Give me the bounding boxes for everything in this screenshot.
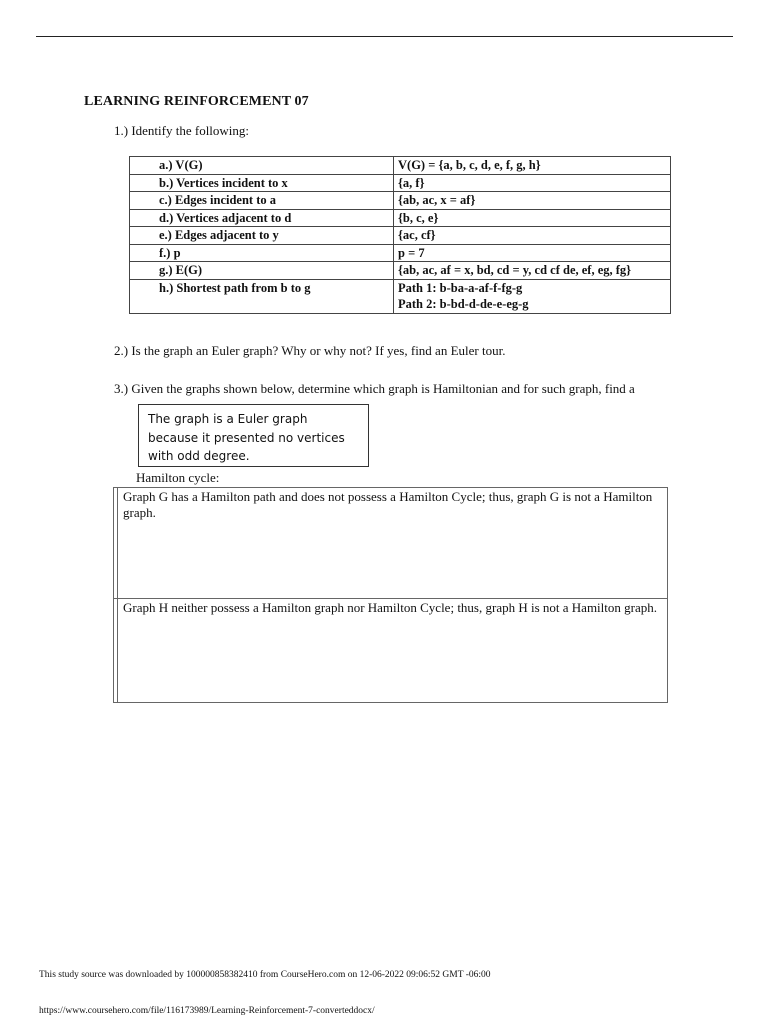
- footer-url[interactable]: https://www.coursehero.com/file/116173989/Learning-Reinforcement-7-converteddocx/: [39, 1006, 375, 1016]
- row-label: h.) Shortest path from b to g: [130, 279, 394, 313]
- row-value: {b, c, e}: [394, 209, 671, 227]
- euler-answer-textbox: The graph is a Euler graph because it presented no vertices with odd degree.: [138, 404, 369, 467]
- row-label: c.) Edges incident to a: [130, 192, 394, 210]
- table-row: [130, 209, 671, 227]
- table-row: [130, 174, 671, 192]
- table-row: [130, 227, 671, 245]
- row-label: g.) E(G): [130, 262, 394, 280]
- hamilton-answers-table: [113, 487, 668, 703]
- table-row: [130, 157, 671, 175]
- row-label: f.) p: [130, 244, 394, 262]
- page-title: LEARNING REINFORCEMENT 07: [84, 94, 309, 109]
- header-rule: [36, 36, 733, 37]
- row-label: d.) Vertices adjacent to d: [130, 209, 394, 227]
- row-label: e.) Edges adjacent to y: [130, 227, 394, 245]
- table-row: [114, 488, 668, 599]
- path-2: Path 2: b-bd-d-de-e-eg-g: [398, 297, 529, 311]
- table-row: [130, 262, 671, 280]
- table-row: [130, 192, 671, 210]
- row-label: a.) V(G): [130, 157, 394, 175]
- question-2: 2.) Is the graph an Euler graph? Why or why not? If yes, find an Euler tour.: [114, 343, 506, 358]
- table-row: [130, 279, 671, 313]
- hamilton-cycle-label: Hamilton cycle:: [136, 470, 220, 485]
- row-value: p = 7: [394, 244, 671, 262]
- question-1: 1.) Identify the following:: [114, 123, 250, 138]
- table-row: [130, 244, 671, 262]
- path-1: Path 1: b-ba-a-af-f-fg-g: [398, 280, 523, 295]
- table-row: [114, 599, 668, 703]
- row-value: {a, f}: [394, 174, 671, 192]
- graph-g-answer: Graph G has a Hamilton path and does not possess a Hamilton Cycle; thus, graph G is not a Hamilton graph.: [118, 488, 668, 599]
- footer-source-note: This study source was downloaded by 100000858382410 from CourseHero.com on 12-06-2022 09:06:52 GMT -06:00: [39, 970, 491, 980]
- row-value: {ab, ac, af = x, bd, cd = y, cd cf de, ef, eg, fg}: [394, 262, 671, 280]
- graph-h-answer: Graph H neither possess a Hamilton graph nor Hamilton Cycle; thus, graph H is not a Hamilton graph.: [118, 599, 668, 703]
- row-value: {ab, ac, x = af}: [394, 192, 671, 210]
- row-value: V(G) = {a, b, c, d, e, f, g, h}: [394, 157, 671, 175]
- row-label: b.) Vertices incident to x: [130, 174, 394, 192]
- row-value: [394, 279, 671, 313]
- identify-table: [129, 156, 671, 314]
- question-3: 3.) Given the graphs shown below, determine which graph is Hamiltonian and for such graph, find a: [114, 381, 635, 396]
- row-value: {ac, cf}: [394, 227, 671, 245]
